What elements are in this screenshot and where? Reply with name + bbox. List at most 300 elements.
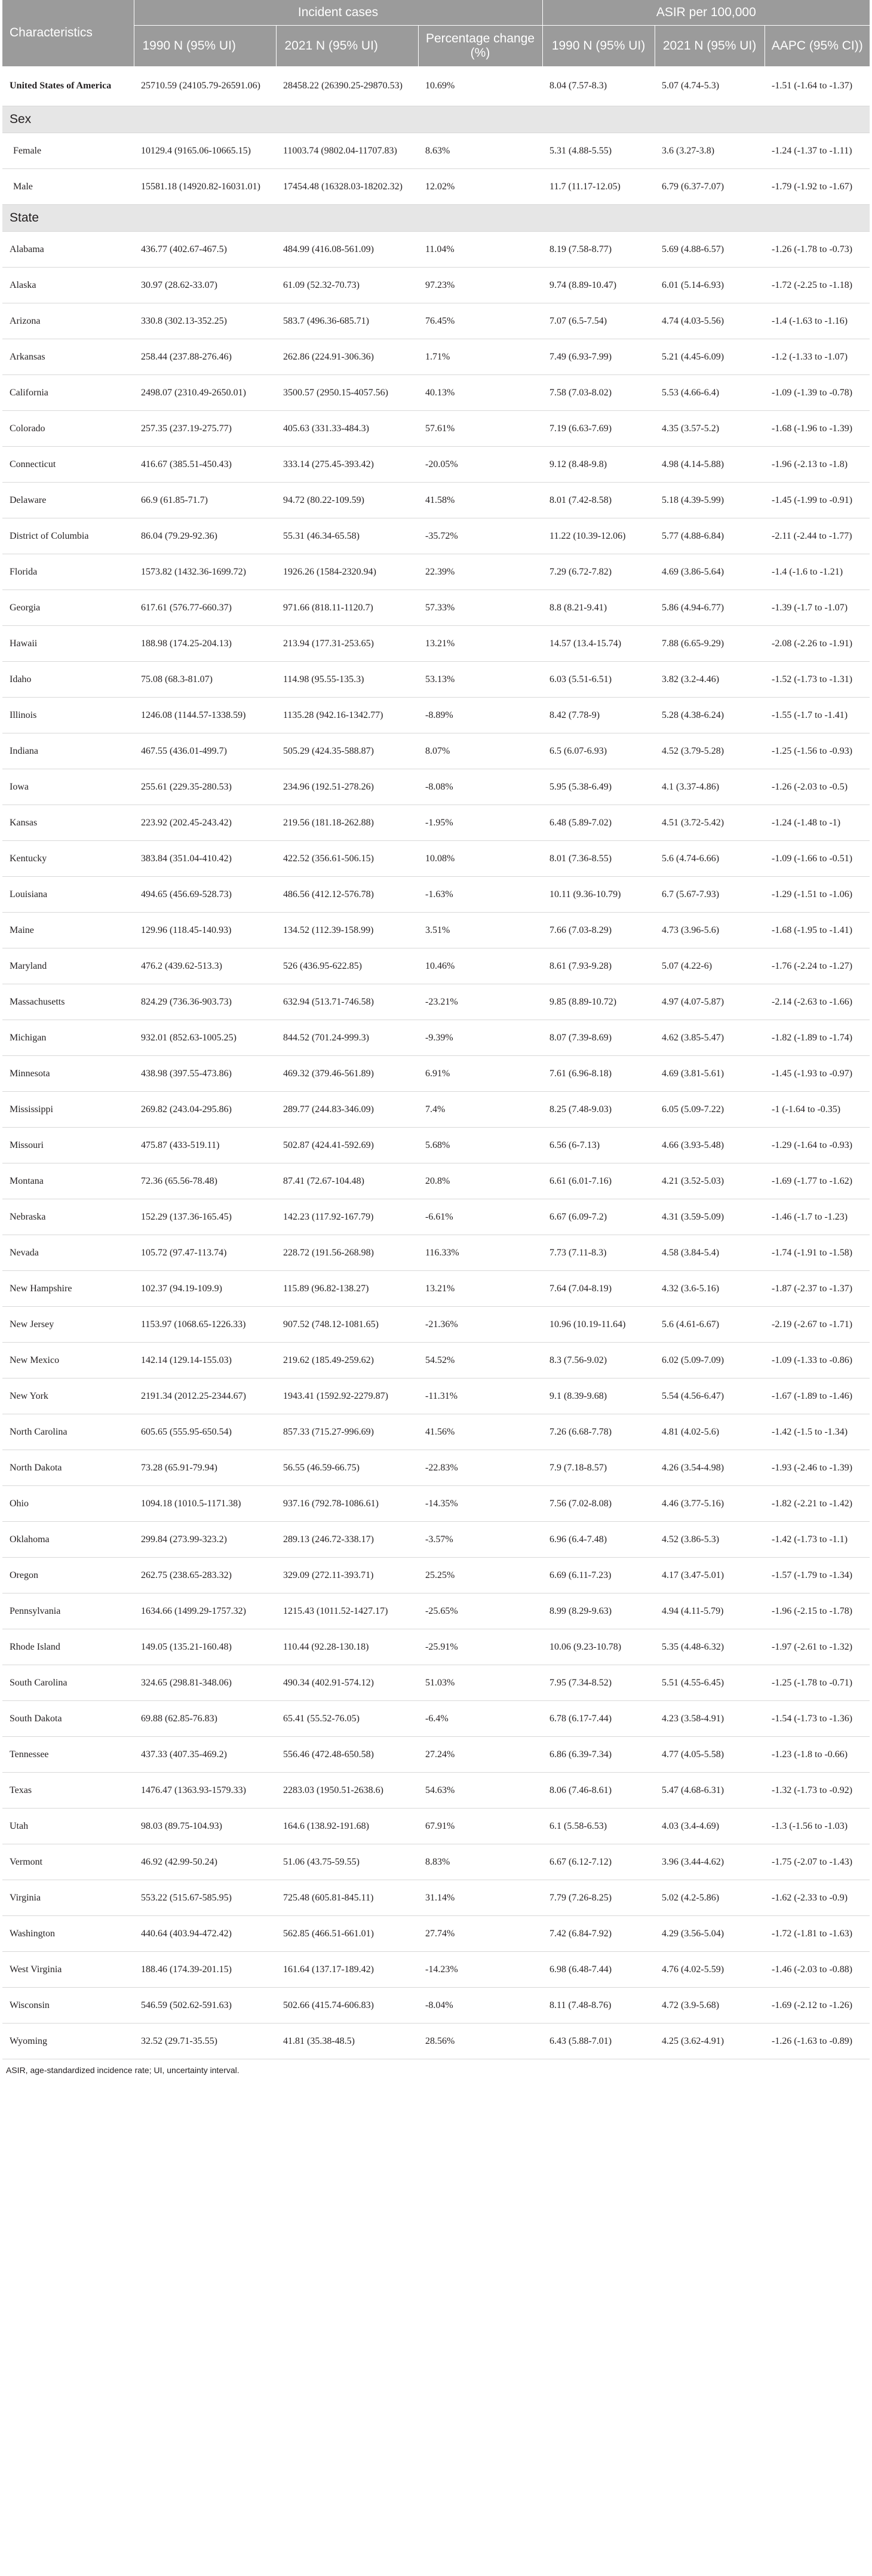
cell-asir-1990: 7.61 (6.96-8.18) [542,1056,655,1092]
cell-aapc: -1.52 (-1.73 to -1.31) [764,662,870,698]
cell-aapc: -1.25 (-1.56 to -0.93) [764,733,870,769]
cell-percentage-change: 40.13% [418,375,542,411]
cell-asir-1990: 6.78 (6.17-7.44) [542,1701,655,1737]
section-row-sex [2,106,870,133]
cell-aapc: -1.68 (-1.95 to -1.41) [764,913,870,948]
table-row-state [2,948,870,984]
cell-asir-1990: 8.42 (7.78-9) [542,698,655,733]
row-label: Arizona [2,303,134,339]
cell-percentage-change: -3.57% [418,1522,542,1558]
table-row-state [2,1128,870,1163]
cell-percentage-change: 22.39% [418,554,542,590]
cell-asir-1990: 6.67 (6.12-7.12) [542,1844,655,1880]
cell-aapc: -1.82 (-1.89 to -1.74) [764,1020,870,1056]
cell-asir-2021: 4.76 (4.02-5.59) [655,1952,764,1988]
cell-asir-1990: 8.11 (7.48-8.76) [542,1988,655,2024]
cell-percentage-change: -8.89% [418,698,542,733]
row-label: Minnesota [2,1056,134,1092]
row-label: Georgia [2,590,134,626]
cell-percentage-change: 1.71% [418,339,542,375]
cell-aapc: -1.54 (-1.73 to -1.36) [764,1701,870,1737]
cell-percentage-change: -25.91% [418,1629,542,1665]
table-row-state [2,1486,870,1522]
cell-incident-2021: 51.06 (43.75-59.55) [276,1844,418,1880]
row-label: Louisiana [2,877,134,913]
cell-asir-2021: 4.25 (3.62-4.91) [655,2024,764,2059]
table-row-state [2,375,870,411]
cell-incident-2021: 228.72 (191.56-268.98) [276,1235,418,1271]
cell-percentage-change: -8.08% [418,769,542,805]
cell-incident-1990: 437.33 (407.35-469.2) [134,1737,276,1773]
row-label: New Jersey [2,1307,134,1343]
cell-incident-1990: 438.98 (397.55-473.86) [134,1056,276,1092]
cell-asir-1990: 7.26 (6.68-7.78) [542,1414,655,1450]
cell-percentage-change: 41.58% [418,483,542,518]
cell-incident-2021: 289.13 (246.72-338.17) [276,1522,418,1558]
cell-asir-1990: 6.43 (5.88-7.01) [542,2024,655,2059]
cell-incident-2021: 505.29 (424.35-588.87) [276,733,418,769]
cell-incident-2021: 289.77 (244.83-346.09) [276,1092,418,1128]
cell-incident-1990: 546.59 (502.62-591.63) [134,1988,276,2024]
row-label: California [2,375,134,411]
row-label: Nebraska [2,1199,134,1235]
cell-asir-1990: 8.07 (7.39-8.69) [542,1020,655,1056]
cell-asir-2021: 4.26 (3.54-4.98) [655,1450,764,1486]
cell-asir-1990: 7.95 (7.34-8.52) [542,1665,655,1701]
cell-incident-1990: 188.98 (174.25-204.13) [134,626,276,662]
cell-incident-2021: 219.62 (185.49-259.62) [276,1343,418,1378]
cell-incident-1990: 932.01 (852.63-1005.25) [134,1020,276,1056]
cell-asir-2021: 4.03 (3.4-4.69) [655,1809,764,1844]
cell-asir-1990: 7.42 (6.84-7.92) [542,1916,655,1952]
row-label: Colorado [2,411,134,447]
cell-incident-2021: 844.52 (701.24-999.3) [276,1020,418,1056]
cell-aapc: -1.87 (-2.37 to -1.37) [764,1271,870,1307]
cell-asir-1990: 8.19 (7.58-8.77) [542,232,655,268]
cell-incident-2021: 422.52 (356.61-506.15) [276,841,418,877]
cell-asir-2021: 3.82 (3.2-4.46) [655,662,764,698]
cell-incident-1990: 494.65 (456.69-528.73) [134,877,276,913]
row-label: Michigan [2,1020,134,1056]
table-row-state [2,2024,870,2059]
row-label: Tennessee [2,1737,134,1773]
cell-asir-1990: 11.7 (11.17-12.05) [542,169,655,205]
cell-incident-2021: 502.87 (424.41-592.69) [276,1128,418,1163]
cell-percentage-change: 27.24% [418,1737,542,1773]
cell-aapc: -1.2 (-1.33 to -1.07) [764,339,870,375]
cell-aapc: -1.45 (-1.93 to -0.97) [764,1056,870,1092]
cell-asir-2021: 4.23 (3.58-4.91) [655,1701,764,1737]
row-label: United States of America [2,66,134,106]
cell-aapc: -1.39 (-1.7 to -1.07) [764,590,870,626]
cell-aapc: -1.3 (-1.56 to -1.03) [764,1809,870,1844]
row-label: Illinois [2,698,134,733]
cell-asir-1990: 5.31 (4.88-5.55) [542,133,655,169]
cell-asir-2021: 3.6 (3.27-3.8) [655,133,764,169]
row-label: Pennsylvania [2,1594,134,1629]
cell-incident-1990: 149.05 (135.21-160.48) [134,1629,276,1665]
cell-incident-2021: 486.56 (412.12-576.78) [276,877,418,913]
row-label: Washington [2,1916,134,1952]
section-label-state: State [2,205,870,232]
table-row-state [2,1056,870,1092]
cell-percentage-change: 5.68% [418,1128,542,1163]
cell-incident-1990: 10129.4 (9165.06-10665.15) [134,133,276,169]
cell-percentage-change: 53.13% [418,662,542,698]
table-row-state [2,1809,870,1844]
table-row-state [2,303,870,339]
cell-aapc: -1.97 (-2.61 to -1.32) [764,1629,870,1665]
cell-percentage-change: 7.4% [418,1092,542,1128]
cell-asir-2021: 4.51 (3.72-5.42) [655,805,764,841]
cell-incident-1990: 262.75 (238.65-283.32) [134,1558,276,1594]
row-label: Indiana [2,733,134,769]
cell-incident-2021: 556.46 (472.48-650.58) [276,1737,418,1773]
cell-asir-2021: 5.51 (4.55-6.45) [655,1665,764,1701]
table-row-sex [2,169,870,205]
cell-incident-1990: 30.97 (28.62-33.07) [134,268,276,303]
table-row-usa [2,66,870,106]
cell-incident-2021: 469.32 (379.46-561.89) [276,1056,418,1092]
table-row-state [2,554,870,590]
cell-aapc: -1.26 (-2.03 to -0.5) [764,769,870,805]
cell-asir-2021: 6.7 (5.67-7.93) [655,877,764,913]
row-label: West Virginia [2,1952,134,1988]
cell-aapc: -2.14 (-2.63 to -1.66) [764,984,870,1020]
table-row-state [2,1343,870,1378]
cell-asir-2021: 5.69 (4.88-6.57) [655,232,764,268]
cell-asir-2021: 5.18 (4.39-5.99) [655,483,764,518]
cell-aapc: -1.42 (-1.73 to -1.1) [764,1522,870,1558]
cell-percentage-change: -1.63% [418,877,542,913]
table-row-state [2,1271,870,1307]
cell-asir-2021: 4.72 (3.9-5.68) [655,1988,764,2024]
cell-asir-1990: 8.01 (7.36-8.55) [542,841,655,877]
cell-incident-2021: 65.41 (55.52-76.05) [276,1701,418,1737]
cell-incident-1990: 69.88 (62.85-76.83) [134,1701,276,1737]
cell-asir-2021: 4.46 (3.77-5.16) [655,1486,764,1522]
cell-asir-2021: 5.02 (4.2-5.86) [655,1880,764,1916]
cell-asir-2021: 5.6 (4.61-6.67) [655,1307,764,1343]
cell-percentage-change: 97.23% [418,268,542,303]
cell-aapc: -1.72 (-2.25 to -1.18) [764,268,870,303]
cell-incident-2021: 329.09 (272.11-393.71) [276,1558,418,1594]
cell-asir-2021: 3.96 (3.44-4.62) [655,1844,764,1880]
header-aapc: AAPC (95% CI)) [764,26,870,67]
cell-aapc: -1.55 (-1.7 to -1.41) [764,698,870,733]
cell-percentage-change: 8.83% [418,1844,542,1880]
cell-asir-2021: 5.28 (4.38-6.24) [655,698,764,733]
cell-percentage-change: 25.25% [418,1558,542,1594]
table-row-state [2,662,870,698]
cell-asir-2021: 5.47 (4.68-6.31) [655,1773,764,1809]
cell-aapc: -1 (-1.64 to -0.35) [764,1092,870,1128]
row-label: Female [2,133,134,169]
cell-incident-2021: 55.31 (46.34-65.58) [276,518,418,554]
table-row-state [2,1629,870,1665]
cell-incident-1990: 32.52 (29.71-35.55) [134,2024,276,2059]
cell-incident-1990: 440.64 (403.94-472.42) [134,1916,276,1952]
table-row-state [2,626,870,662]
cell-percentage-change: 12.02% [418,169,542,205]
cell-incident-2021: 1135.28 (942.16-1342.77) [276,698,418,733]
cell-incident-1990: 1094.18 (1010.5-1171.38) [134,1486,276,1522]
cell-percentage-change: 11.04% [418,232,542,268]
cell-aapc: -1.26 (-1.78 to -0.73) [764,232,870,268]
cell-percentage-change: 27.74% [418,1916,542,1952]
cell-percentage-change: 76.45% [418,303,542,339]
cell-incident-2021: 725.48 (605.81-845.11) [276,1880,418,1916]
cell-asir-1990: 9.74 (8.89-10.47) [542,268,655,303]
cell-aapc: -1.51 (-1.64 to -1.37) [764,66,870,106]
cell-asir-2021: 5.07 (4.22-6) [655,948,764,984]
table-row-state [2,1558,870,1594]
cell-incident-1990: 476.2 (439.62-513.3) [134,948,276,984]
cell-incident-2021: 41.81 (35.38-48.5) [276,2024,418,2059]
cell-incident-2021: 632.94 (513.71-746.58) [276,984,418,1020]
cell-asir-2021: 6.02 (5.09-7.09) [655,1343,764,1378]
cell-asir-1990: 7.64 (7.04-8.19) [542,1271,655,1307]
table-row-state [2,877,870,913]
cell-percentage-change: 28.56% [418,2024,542,2059]
cell-incident-2021: 213.94 (177.31-253.65) [276,626,418,662]
cell-incident-2021: 164.6 (138.92-191.68) [276,1809,418,1844]
cell-incident-1990: 75.08 (68.3-81.07) [134,662,276,698]
cell-incident-1990: 257.35 (237.19-275.77) [134,411,276,447]
table-row-state [2,411,870,447]
cell-incident-2021: 61.09 (52.32-70.73) [276,268,418,303]
cell-incident-2021: 134.52 (112.39-158.99) [276,913,418,948]
cell-asir-1990: 10.96 (10.19-11.64) [542,1307,655,1343]
cell-incident-1990: 152.29 (137.36-165.45) [134,1199,276,1235]
cell-incident-1990: 1573.82 (1432.36-1699.72) [134,554,276,590]
cell-aapc: -1.29 (-1.51 to -1.06) [764,877,870,913]
cell-asir-1990: 10.06 (9.23-10.78) [542,1629,655,1665]
cell-asir-1990: 9.85 (8.89-10.72) [542,984,655,1020]
cell-incident-1990: 324.65 (298.81-348.06) [134,1665,276,1701]
cell-asir-2021: 4.29 (3.56-5.04) [655,1916,764,1952]
cell-aapc: -1.24 (-1.48 to -1) [764,805,870,841]
cell-percentage-change: -14.23% [418,1952,542,1988]
cell-asir-2021: 5.53 (4.66-6.4) [655,375,764,411]
table-row-state [2,733,870,769]
table-row-state [2,1020,870,1056]
cell-asir-2021: 5.77 (4.88-6.84) [655,518,764,554]
row-label: Oregon [2,1558,134,1594]
cell-aapc: -2.19 (-2.67 to -1.71) [764,1307,870,1343]
cell-incident-2021: 907.52 (748.12-1081.65) [276,1307,418,1343]
cell-incident-1990: 86.04 (79.29-92.36) [134,518,276,554]
cell-aapc: -1.57 (-1.79 to -1.34) [764,1558,870,1594]
header-asir-1990: 1990 N (95% UI) [542,26,655,67]
row-label: South Dakota [2,1701,134,1737]
row-label: Virginia [2,1880,134,1916]
table-row-state [2,590,870,626]
cell-asir-1990: 14.57 (13.4-15.74) [542,626,655,662]
section-row-state [2,205,870,232]
table-row-state [2,1988,870,2024]
cell-asir-2021: 4.69 (3.81-5.61) [655,1056,764,1092]
row-label: Rhode Island [2,1629,134,1665]
cell-percentage-change: -21.36% [418,1307,542,1343]
row-label: Wisconsin [2,1988,134,2024]
cell-asir-2021: 5.86 (4.94-6.77) [655,590,764,626]
row-label: Alabama [2,232,134,268]
cell-asir-1990: 7.49 (6.93-7.99) [542,339,655,375]
cell-asir-1990: 7.66 (7.03-8.29) [542,913,655,948]
cell-incident-1990: 436.77 (402.67-467.5) [134,232,276,268]
cell-percentage-change: -35.72% [418,518,542,554]
cell-percentage-change: 54.52% [418,1343,542,1378]
cell-incident-1990: 15581.18 (14920.82-16031.01) [134,169,276,205]
table-row-state [2,1952,870,1988]
cell-percentage-change: 8.07% [418,733,542,769]
cell-incident-1990: 467.55 (436.01-499.7) [134,733,276,769]
cell-aapc: -1.32 (-1.73 to -0.92) [764,1773,870,1809]
cell-aapc: -1.23 (-1.8 to -0.66) [764,1737,870,1773]
row-label: Nevada [2,1235,134,1271]
cell-asir-2021: 4.35 (3.57-5.2) [655,411,764,447]
cell-incident-2021: 115.89 (96.82-138.27) [276,1271,418,1307]
cell-incident-2021: 405.63 (331.33-484.3) [276,411,418,447]
cell-percentage-change: -8.04% [418,1988,542,2024]
row-label: Massachusetts [2,984,134,1020]
table-row-state [2,1235,870,1271]
cell-aapc: -1.09 (-1.39 to -0.78) [764,375,870,411]
table-row-state [2,447,870,483]
cell-asir-2021: 6.05 (5.09-7.22) [655,1092,764,1128]
table-row-state [2,984,870,1020]
cell-asir-2021: 4.73 (3.96-5.6) [655,913,764,948]
cell-aapc: -2.11 (-2.44 to -1.77) [764,518,870,554]
cell-incident-1990: 46.92 (42.99-50.24) [134,1844,276,1880]
cell-asir-2021: 4.94 (4.11-5.79) [655,1594,764,1629]
cell-asir-1990: 8.61 (7.93-9.28) [542,948,655,984]
cell-incident-1990: 605.65 (555.95-650.54) [134,1414,276,1450]
cell-percentage-change: 3.51% [418,913,542,948]
cell-asir-2021: 4.17 (3.47-5.01) [655,1558,764,1594]
cell-incident-1990: 269.82 (243.04-295.86) [134,1092,276,1128]
cell-aapc: -1.72 (-1.81 to -1.63) [764,1916,870,1952]
cell-percentage-change: -20.05% [418,447,542,483]
cell-incident-2021: 490.34 (402.91-574.12) [276,1665,418,1701]
cell-percentage-change: 41.56% [418,1414,542,1450]
cell-incident-1990: 2498.07 (2310.49-2650.01) [134,375,276,411]
row-label: Maryland [2,948,134,984]
section-label-sex: Sex [2,106,870,133]
cell-asir-2021: 4.98 (4.14-5.88) [655,447,764,483]
row-label: Vermont [2,1844,134,1880]
cell-aapc: -1.24 (-1.37 to -1.11) [764,133,870,169]
cell-incident-1990: 383.84 (351.04-410.42) [134,841,276,877]
row-label: Mississippi [2,1092,134,1128]
cell-incident-2021: 262.86 (224.91-306.36) [276,339,418,375]
table-row-state [2,1378,870,1414]
cell-incident-2021: 11003.74 (9802.04-11707.83) [276,133,418,169]
cell-aapc: -1.4 (-1.6 to -1.21) [764,554,870,590]
cell-asir-1990: 5.95 (5.38-6.49) [542,769,655,805]
cell-aapc: -1.75 (-2.07 to -1.43) [764,1844,870,1880]
table-row-state [2,1522,870,1558]
cell-incident-2021: 142.23 (117.92-167.79) [276,1199,418,1235]
cell-incident-1990: 617.61 (576.77-660.37) [134,590,276,626]
cell-percentage-change: 10.46% [418,948,542,984]
cell-incident-1990: 553.22 (515.67-585.95) [134,1880,276,1916]
cell-percentage-change: 10.69% [418,66,542,106]
table-row-state [2,1307,870,1343]
table-row-state [2,1665,870,1701]
cell-asir-2021: 5.6 (4.74-6.66) [655,841,764,877]
cell-incident-2021: 1215.43 (1011.52-1427.17) [276,1594,418,1629]
header-percentage-change: Percentage change (%) [418,26,542,67]
row-label: Male [2,169,134,205]
cell-aapc: -1.29 (-1.64 to -0.93) [764,1128,870,1163]
table-row-state [2,1594,870,1629]
cell-incident-1990: 73.28 (65.91-79.94) [134,1450,276,1486]
cell-aapc: -1.79 (-1.92 to -1.67) [764,169,870,205]
cell-percentage-change: -22.83% [418,1450,542,1486]
header-incident-2021: 2021 N (95% UI) [276,26,418,67]
cell-incident-1990: 98.03 (89.75-104.93) [134,1809,276,1844]
cell-incident-2021: 87.41 (72.67-104.48) [276,1163,418,1199]
cell-aapc: -1.96 (-2.13 to -1.8) [764,447,870,483]
cell-incident-2021: 94.72 (80.22-109.59) [276,483,418,518]
cell-aapc: -1.69 (-1.77 to -1.62) [764,1163,870,1199]
cell-asir-2021: 4.52 (3.86-5.3) [655,1522,764,1558]
cell-asir-1990: 6.69 (6.11-7.23) [542,1558,655,1594]
cell-incident-1990: 72.36 (65.56-78.48) [134,1163,276,1199]
row-label: Connecticut [2,447,134,483]
cell-aapc: -1.68 (-1.96 to -1.39) [764,411,870,447]
cell-percentage-change: 31.14% [418,1880,542,1916]
cell-asir-2021: 5.35 (4.48-6.32) [655,1629,764,1665]
row-label: Kansas [2,805,134,841]
table-row-state [2,698,870,733]
cell-aapc: -1.74 (-1.91 to -1.58) [764,1235,870,1271]
cell-aapc: -1.4 (-1.63 to -1.16) [764,303,870,339]
cell-incident-2021: 219.56 (181.18-262.88) [276,805,418,841]
cell-incident-1990: 102.37 (94.19-109.9) [134,1271,276,1307]
cell-asir-1990: 7.29 (6.72-7.82) [542,554,655,590]
cell-incident-2021: 1926.26 (1584-2320.94) [276,554,418,590]
cell-aapc: -1.46 (-1.7 to -1.23) [764,1199,870,1235]
cell-aapc: -1.26 (-1.63 to -0.89) [764,2024,870,2059]
cell-asir-1990: 6.96 (6.4-7.48) [542,1522,655,1558]
cell-aapc: -1.09 (-1.66 to -0.51) [764,841,870,877]
table-row-state [2,1773,870,1809]
header-asir-2021: 2021 N (95% UI) [655,26,764,67]
cell-incident-1990: 824.29 (736.36-903.73) [134,984,276,1020]
cell-asir-1990: 6.48 (5.89-7.02) [542,805,655,841]
cell-asir-2021: 4.74 (4.03-5.56) [655,303,764,339]
cell-incident-2021: 28458.22 (26390.25-29870.53) [276,66,418,106]
cell-incident-2021: 1943.41 (1592.92-2279.87) [276,1378,418,1414]
cell-asir-1990: 8.8 (8.21-9.41) [542,590,655,626]
cell-incident-2021: 583.7 (496.36-685.71) [276,303,418,339]
cell-percentage-change: -6.4% [418,1701,542,1737]
cell-incident-2021: 110.44 (92.28-130.18) [276,1629,418,1665]
row-label: Florida [2,554,134,590]
cell-asir-1990: 10.11 (9.36-10.79) [542,877,655,913]
table-row-state [2,268,870,303]
row-label: Arkansas [2,339,134,375]
table-row-state [2,1450,870,1486]
cell-aapc: -1.82 (-2.21 to -1.42) [764,1486,870,1522]
table-row-state [2,339,870,375]
cell-aapc: -1.46 (-2.03 to -0.88) [764,1952,870,1988]
cell-asir-2021: 6.79 (6.37-7.07) [655,169,764,205]
cell-asir-1990: 8.3 (7.56-9.02) [542,1343,655,1378]
